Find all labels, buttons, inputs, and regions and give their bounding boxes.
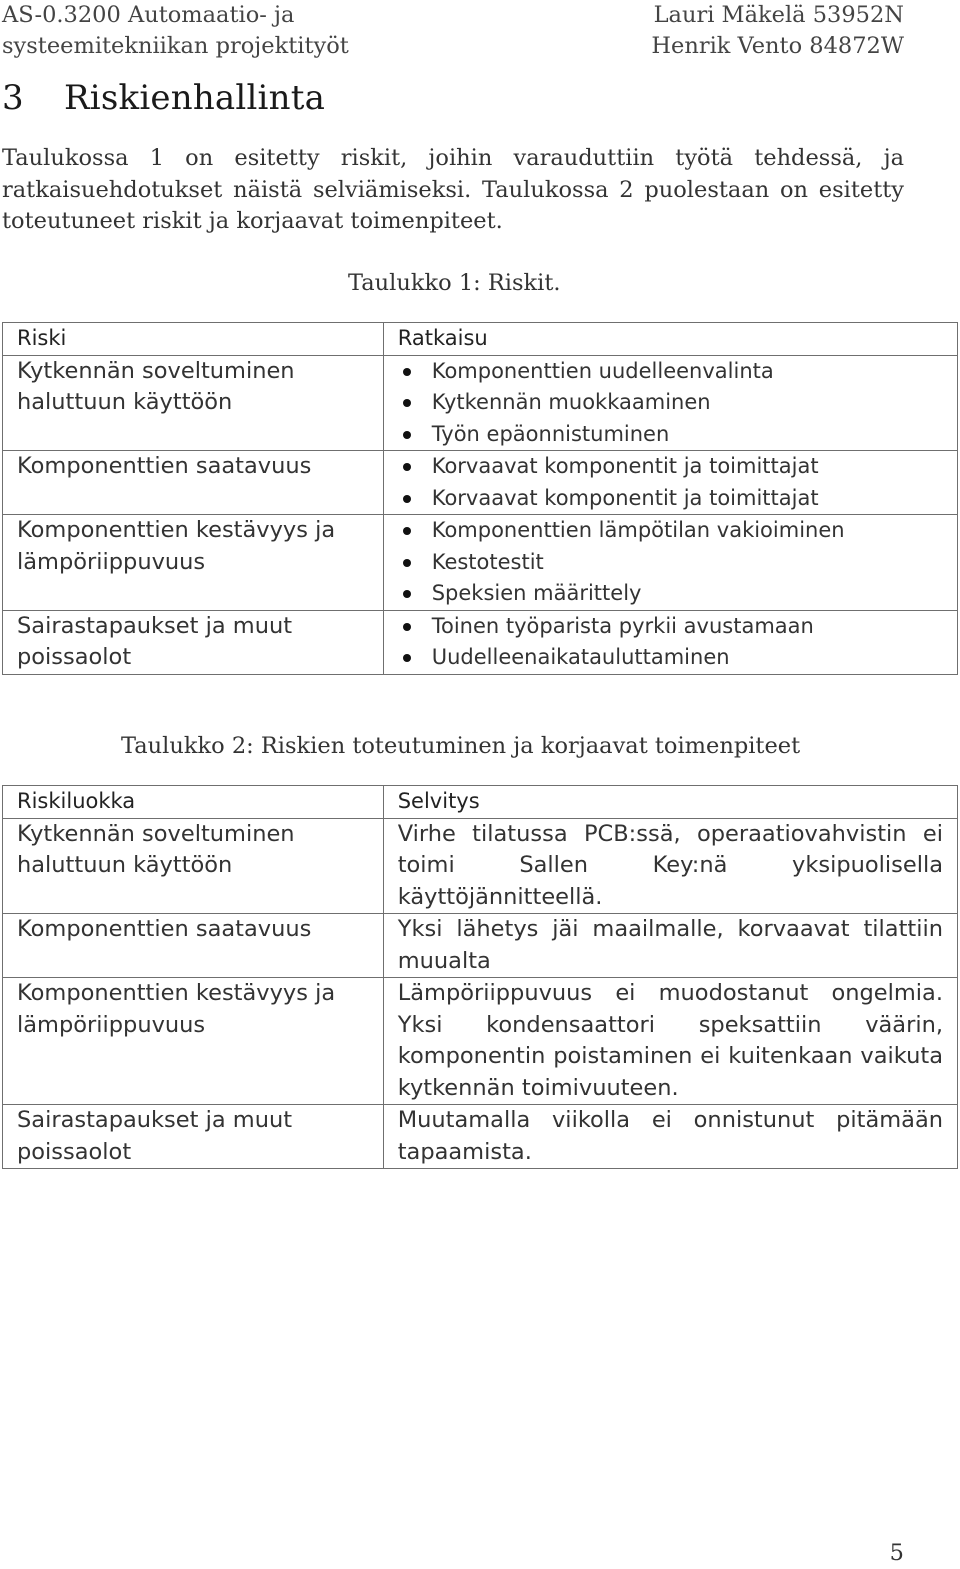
table2-header-category: Riskiluokka xyxy=(3,786,384,819)
intro-paragraph: Taulukossa 1 on esitetty riskit, joihin varauduttiin työtä tehdessä, ja ratkaisuehdotukset näistä selviämiseksi. Taulukossa 2 puolestaan on esitetty toteutuneet riskit ja korjaavat toimenpiteet. xyxy=(2,145,904,234)
list-item: Toinen työparista pyrkii avustamaan xyxy=(398,611,943,643)
risks-table xyxy=(2,322,958,675)
solution-list xyxy=(398,515,943,610)
list-item: Komponenttien uudelleenvalinta xyxy=(398,356,943,388)
list-item: Kytkennän muokkaaminen xyxy=(398,387,943,419)
table-row xyxy=(3,355,958,451)
author-1: Lauri Mäkelä 53952N xyxy=(653,2,904,28)
table-row xyxy=(3,914,958,978)
explanation-cell: Lämpöriippuvuus ei muodostanut ongelmia. Yksi kondensaattori speksattiin väärin, komponentin poistaminen ei kuitenkaan vaikuta kytkennän toimivuuteen. xyxy=(383,978,957,1105)
table-row xyxy=(3,515,958,611)
list-item: Uudelleenaikatauluttaminen xyxy=(398,642,943,674)
author-2: Henrik Vento 84872W xyxy=(651,33,904,59)
solution-cell xyxy=(383,355,957,451)
section-title: Riskienhallinta xyxy=(64,78,326,118)
realized-risks-table xyxy=(2,785,958,1169)
solution-cell xyxy=(383,515,957,611)
table-row xyxy=(3,978,958,1105)
solution-list xyxy=(398,611,943,674)
list-item: Työn epäonnistuminen xyxy=(398,419,943,451)
table-row xyxy=(3,610,958,674)
category-cell: Kytkennän soveltuminen haluttuun käyttöön xyxy=(3,818,384,914)
course-line-1: AS-0.3200 Automaatio- ja xyxy=(2,2,295,28)
risk-cell: Sairastapaukset ja muut poissaolot xyxy=(3,610,384,674)
table-header-row xyxy=(3,786,958,819)
section-number: 3 xyxy=(2,78,24,118)
running-header-authors xyxy=(651,0,904,62)
list-item: Kestotestit xyxy=(398,547,943,579)
solution-cell xyxy=(383,610,957,674)
explanation-cell: Muutamalla viikolla ei onnistunut pitämään tapaamista. xyxy=(383,1105,957,1169)
solution-list xyxy=(398,451,943,514)
table1-caption: Taulukko 1: Riskit. xyxy=(348,270,561,296)
category-cell: Komponenttien kestävyys ja lämpöriippuvuus xyxy=(3,978,384,1105)
category-cell: Sairastapaukset ja muut poissaolot xyxy=(3,1105,384,1169)
risk-cell: Komponenttien saatavuus xyxy=(3,451,384,515)
table1-header-solution: Ratkaisu xyxy=(383,323,957,356)
solution-cell xyxy=(383,451,957,515)
list-item: Speksien määrittely xyxy=(398,578,943,610)
risk-cell: Komponenttien kestävyys ja lämpöriippuvuus xyxy=(3,515,384,611)
table2-header-explanation: Selvitys xyxy=(383,786,957,819)
solution-list xyxy=(398,356,943,451)
category-cell: Komponenttien saatavuus xyxy=(3,914,384,978)
running-header-course xyxy=(2,0,349,62)
page-number: 5 xyxy=(889,1540,904,1566)
course-line-2: systeemitekniikan projektityöt xyxy=(2,33,349,59)
section-heading xyxy=(2,76,325,120)
list-item: Korvaavat komponentit ja toimittajat xyxy=(398,483,943,515)
risk-cell: Kytkennän soveltuminen haluttuun käyttöön xyxy=(3,355,384,451)
table-row xyxy=(3,1105,958,1169)
explanation-cell: Yksi lähetys jäi maailmalle, korvaavat tilattiin muualta xyxy=(383,914,957,978)
list-item: Komponenttien lämpötilan vakioiminen xyxy=(398,515,943,547)
explanation-cell: Virhe tilatussa PCB:ssä, operaatiovahvistin ei toimi Sallen Key:nä yksipuolisella käyttöjännitteellä. xyxy=(383,818,957,914)
list-item: Korvaavat komponentit ja toimittajat xyxy=(398,451,943,483)
table-row xyxy=(3,818,958,914)
table2-caption: Taulukko 2: Riskien toteutuminen ja korjaavat toimenpiteet xyxy=(121,733,801,759)
table1-header-risk: Riski xyxy=(3,323,384,356)
table-row xyxy=(3,451,958,515)
table-header-row xyxy=(3,323,958,356)
